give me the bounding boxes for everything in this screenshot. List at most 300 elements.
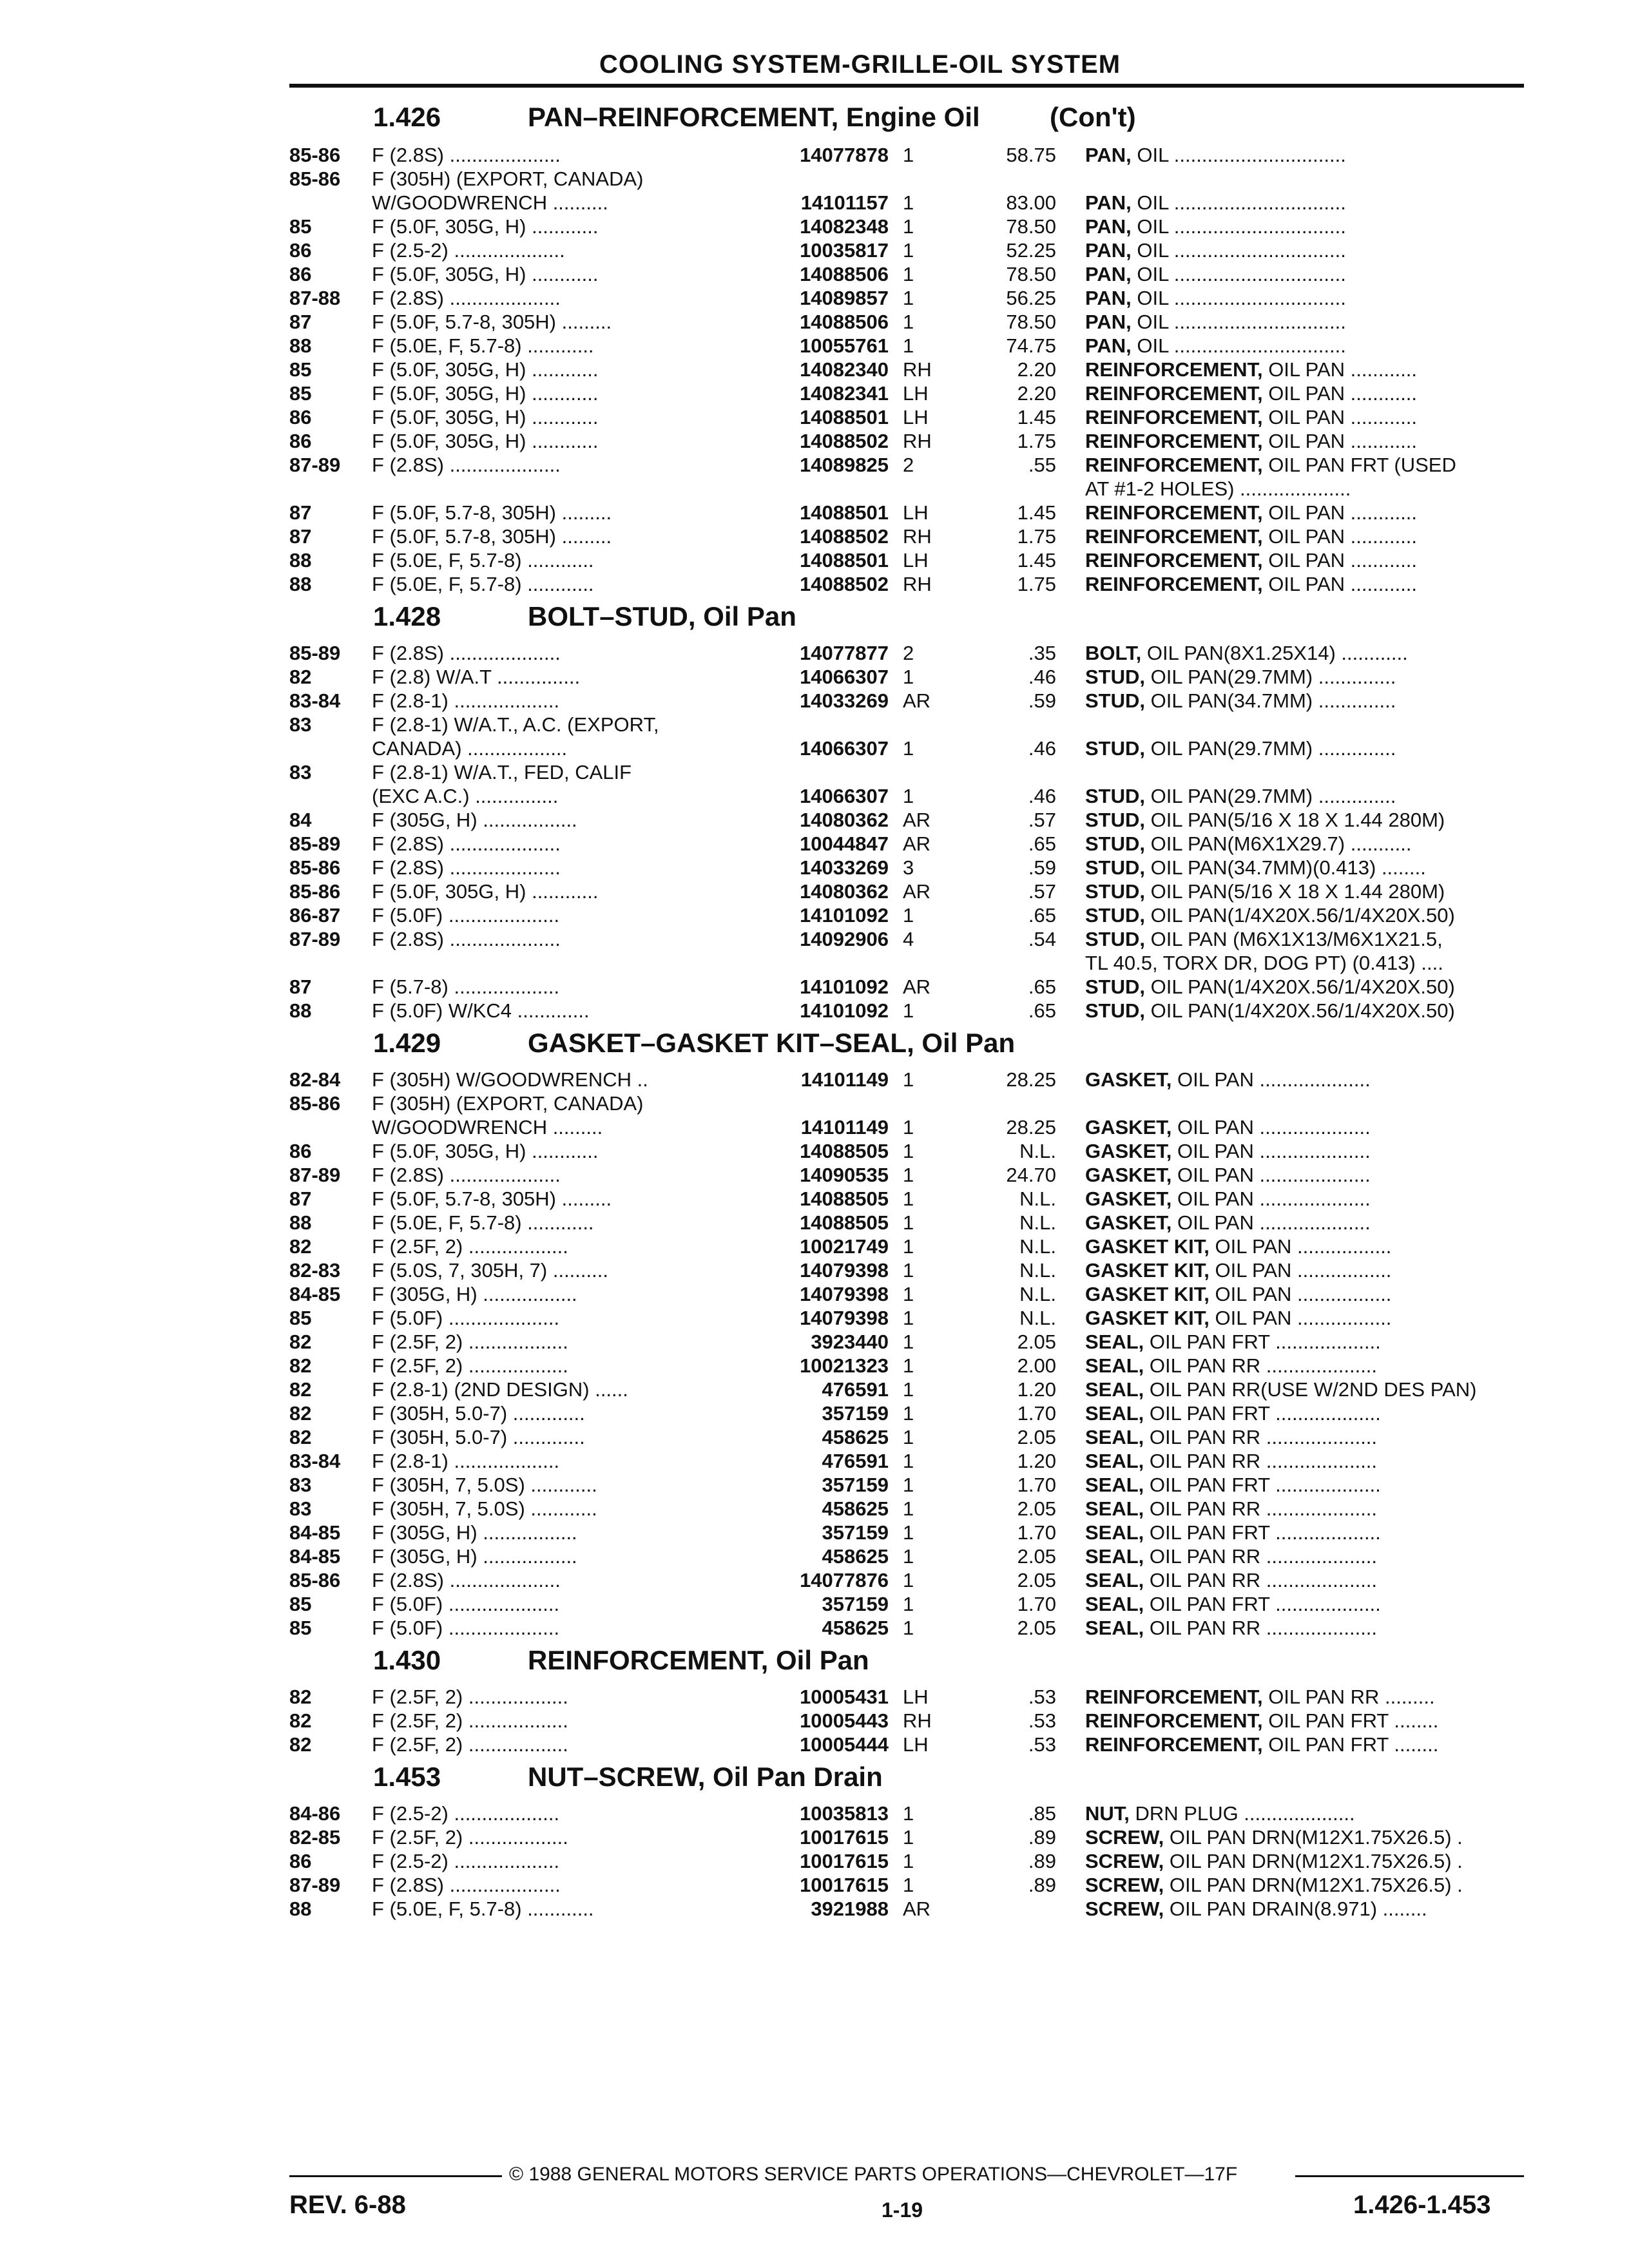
parts-row bbox=[289, 903, 1524, 927]
model-year: 83 bbox=[289, 1497, 312, 1520]
quantity: 1 bbox=[903, 1283, 914, 1305]
parts-row bbox=[289, 1709, 1524, 1733]
section-number: 1.428 bbox=[373, 601, 441, 631]
price: 2.05 bbox=[1017, 1426, 1056, 1448]
description-noun: NUT, bbox=[1085, 1802, 1130, 1825]
description-detail: OIL PAN FRT ................... bbox=[1144, 1593, 1381, 1615]
section-number: 1.426 bbox=[373, 102, 441, 132]
parts-row bbox=[289, 1115, 1524, 1139]
description bbox=[1085, 1802, 1523, 1825]
description-detail: OIL PAN DRN(M12X1.75X26.5) . bbox=[1164, 1826, 1463, 1849]
description bbox=[1085, 477, 1523, 501]
application: F (5.0F, 305G, H) ............ bbox=[372, 263, 599, 285]
application: F (2.8-1) W/A.T., A.C. (EXPORT, bbox=[372, 713, 659, 736]
description-detail: OIL ............................... bbox=[1131, 144, 1346, 166]
description bbox=[1085, 1187, 1523, 1211]
description-noun: PAN, bbox=[1085, 263, 1132, 285]
application: F (305H) (EXPORT, CANADA) bbox=[372, 168, 644, 190]
description bbox=[1085, 784, 1523, 808]
parts-row bbox=[289, 736, 1524, 760]
description-detail: OIL PAN(5/16 X 18 X 1.44 280M) bbox=[1145, 809, 1445, 831]
description bbox=[1085, 358, 1523, 381]
part-number: 10044847 bbox=[800, 832, 889, 855]
part-number: 458625 bbox=[822, 1545, 889, 1568]
quantity: 1 bbox=[903, 999, 914, 1022]
description bbox=[1085, 1616, 1523, 1640]
description bbox=[1085, 572, 1523, 596]
description-detail: OIL PAN ............ bbox=[1262, 382, 1418, 405]
parts-row bbox=[289, 1873, 1524, 1897]
part-number: 10035813 bbox=[800, 1802, 889, 1825]
parts-row bbox=[289, 1497, 1524, 1521]
quantity: 1 bbox=[903, 1545, 914, 1568]
quantity: 1 bbox=[903, 1235, 914, 1258]
parts-row bbox=[289, 975, 1524, 999]
description bbox=[1085, 689, 1523, 713]
model-year: 84-85 bbox=[289, 1545, 341, 1568]
quantity: 2 bbox=[903, 454, 914, 476]
model-year: 82 bbox=[289, 1331, 312, 1353]
part-number: 10017615 bbox=[800, 1826, 889, 1849]
part-number: 14101157 bbox=[800, 191, 889, 214]
quantity: 3 bbox=[903, 856, 914, 879]
parts-row bbox=[289, 1282, 1524, 1306]
quantity: 1 bbox=[903, 1259, 914, 1282]
parts-row bbox=[289, 1163, 1524, 1187]
quantity: 1 bbox=[903, 1593, 914, 1615]
part-number: 14089825 bbox=[800, 454, 889, 476]
description-detail: OIL PAN ................. bbox=[1209, 1307, 1392, 1329]
description-detail: OIL PAN(8X1.25X14) ............ bbox=[1141, 642, 1408, 664]
description-noun: STUD, bbox=[1085, 809, 1145, 831]
model-year: 85 bbox=[289, 358, 312, 381]
description-noun: GASKET KIT, bbox=[1085, 1235, 1210, 1258]
model-year: 82-85 bbox=[289, 1826, 341, 1849]
application: F (305H) (EXPORT, CANADA) bbox=[372, 1092, 644, 1115]
part-number: 10021749 bbox=[800, 1235, 889, 1258]
parts-row bbox=[289, 572, 1524, 596]
price: .54 bbox=[1028, 928, 1056, 950]
quantity: 1 bbox=[903, 666, 914, 688]
application: F (5.0E, F, 5.7-8) ............ bbox=[372, 573, 594, 595]
part-number: 14088501 bbox=[800, 549, 889, 572]
application: CANADA) .................. bbox=[372, 737, 568, 760]
price: .89 bbox=[1028, 1826, 1056, 1849]
description-detail: OIL PAN FRT ................... bbox=[1144, 1521, 1381, 1544]
part-number: 14088506 bbox=[800, 311, 889, 333]
description-detail: OIL PAN(29.7MM) .............. bbox=[1145, 737, 1396, 760]
part-number: 10021323 bbox=[800, 1354, 889, 1377]
description bbox=[1085, 1709, 1523, 1733]
application: F (2.5-2) ................... bbox=[372, 1802, 560, 1825]
price: 1.75 bbox=[1017, 573, 1056, 595]
description bbox=[1085, 548, 1523, 572]
parts-row bbox=[289, 1068, 1524, 1091]
description-noun: PAN, bbox=[1085, 191, 1132, 214]
price: 2.05 bbox=[1017, 1331, 1056, 1353]
parts-row bbox=[289, 879, 1524, 903]
parts-row bbox=[289, 1473, 1524, 1497]
price: .55 bbox=[1028, 454, 1056, 476]
price: .46 bbox=[1028, 785, 1056, 807]
parts-row bbox=[289, 1425, 1524, 1449]
model-year: 85-86 bbox=[289, 1569, 341, 1591]
model-year: 87-89 bbox=[289, 928, 341, 950]
parts-row bbox=[289, 784, 1524, 808]
description-detail: OIL PAN ............ bbox=[1262, 525, 1418, 548]
quantity: 1 bbox=[903, 1569, 914, 1591]
description-noun: SEAL, bbox=[1085, 1331, 1144, 1353]
price: 1.45 bbox=[1017, 501, 1056, 524]
model-year: 85-86 bbox=[289, 856, 341, 879]
part-number: 10005444 bbox=[800, 1733, 889, 1756]
quantity: 1 bbox=[903, 1617, 914, 1639]
part-number: 476591 bbox=[822, 1450, 889, 1472]
parts-row bbox=[289, 238, 1524, 262]
quantity: 1 bbox=[903, 1378, 914, 1401]
description-noun: SCREW, bbox=[1085, 1850, 1164, 1872]
quantity: LH bbox=[903, 549, 929, 572]
quantity: 1 bbox=[903, 287, 914, 309]
model-year: 82 bbox=[289, 1354, 312, 1377]
description bbox=[1085, 238, 1523, 262]
description bbox=[1085, 1497, 1523, 1521]
application: F (2.8S) .................... bbox=[372, 1874, 561, 1896]
parts-row bbox=[289, 215, 1524, 238]
description-noun: GASKET, bbox=[1085, 1068, 1172, 1091]
section-number: 1.430 bbox=[373, 1645, 441, 1675]
application: F (2.5F, 2) .................. bbox=[372, 1733, 568, 1756]
description-detail: OIL PAN(29.7MM) .............. bbox=[1145, 785, 1396, 807]
part-number: 14077876 bbox=[800, 1569, 889, 1591]
part-number: 14079398 bbox=[800, 1259, 889, 1282]
parts-row bbox=[289, 1330, 1524, 1354]
section-header bbox=[289, 1023, 1524, 1068]
section-name: REINFORCEMENT, Oil Pan bbox=[528, 1645, 869, 1675]
application: F (5.0F, 305G, H) ............ bbox=[372, 215, 599, 238]
parts-row bbox=[289, 1306, 1524, 1330]
description-noun: SEAL, bbox=[1085, 1378, 1144, 1401]
description-noun: GASKET, bbox=[1085, 1211, 1172, 1234]
section-header bbox=[289, 97, 1524, 143]
quantity: 4 bbox=[903, 928, 914, 950]
application: F (305H, 5.0-7) ............. bbox=[372, 1402, 585, 1425]
quantity: 1 bbox=[903, 1521, 914, 1544]
application: F (5.0E, F, 5.7-8) ............ bbox=[372, 549, 594, 572]
application: F (5.0F, 305G, H) ............ bbox=[372, 430, 599, 452]
price: 78.50 bbox=[1006, 215, 1056, 238]
description bbox=[1085, 1592, 1523, 1616]
description-detail: OIL ............................... bbox=[1131, 239, 1346, 262]
part-number: 3921988 bbox=[811, 1898, 889, 1920]
part-number: 458625 bbox=[822, 1497, 889, 1520]
quantity: 1 bbox=[903, 334, 914, 357]
part-number: 357159 bbox=[822, 1402, 889, 1425]
section-name: GASKET–GASKET KIT–SEAL, Oil Pan bbox=[528, 1028, 1016, 1058]
price: N.L. bbox=[1019, 1211, 1056, 1234]
price: .65 bbox=[1028, 904, 1056, 927]
application: F (305H, 7, 5.0S) ............ bbox=[372, 1474, 597, 1496]
description-detail: OIL PAN ............ bbox=[1262, 430, 1418, 452]
description-noun: PAN, bbox=[1085, 239, 1132, 262]
description-noun: SEAL, bbox=[1085, 1402, 1144, 1425]
model-year: 85 bbox=[289, 1617, 312, 1639]
price: 2.05 bbox=[1017, 1545, 1056, 1568]
application: F (5.0F, 5.7-8, 305H) ......... bbox=[372, 501, 612, 524]
description bbox=[1085, 334, 1523, 358]
model-year: 84 bbox=[289, 809, 312, 831]
description-detail: TL 40.5, TORX DR, DOG PT) (0.413) .... bbox=[1085, 952, 1443, 974]
quantity: 1 bbox=[903, 1874, 914, 1896]
quantity: 1 bbox=[903, 1850, 914, 1872]
quantity: 1 bbox=[903, 1331, 914, 1353]
description-noun: REINFORCEMENT, bbox=[1085, 549, 1263, 572]
description bbox=[1085, 1521, 1523, 1544]
part-number: 14101092 bbox=[800, 999, 889, 1022]
quantity: 1 bbox=[903, 1164, 914, 1186]
description bbox=[1085, 405, 1523, 429]
model-year: 82-84 bbox=[289, 1068, 341, 1091]
parts-row bbox=[289, 1235, 1524, 1258]
model-year: 87-89 bbox=[289, 1874, 341, 1896]
part-number: 14066307 bbox=[800, 737, 889, 760]
quantity: RH bbox=[903, 573, 932, 595]
quantity: 1 bbox=[903, 785, 914, 807]
part-number: 14066307 bbox=[800, 666, 889, 688]
parts-row bbox=[289, 501, 1524, 524]
description bbox=[1085, 429, 1523, 453]
description bbox=[1085, 1685, 1523, 1709]
description-noun: REINFORCEMENT, bbox=[1085, 573, 1263, 595]
description-noun: PAN, bbox=[1085, 311, 1132, 333]
quantity: 1 bbox=[903, 1211, 914, 1234]
description bbox=[1085, 191, 1523, 215]
parts-row bbox=[289, 286, 1524, 310]
description bbox=[1085, 1401, 1523, 1425]
part-number: 14082340 bbox=[800, 358, 889, 381]
parts-row bbox=[289, 1616, 1524, 1640]
quantity: 1 bbox=[903, 1307, 914, 1329]
description bbox=[1085, 641, 1523, 665]
model-year: 85 bbox=[289, 382, 312, 405]
description-noun: SEAL, bbox=[1085, 1593, 1144, 1615]
section-number: 1.453 bbox=[373, 1762, 441, 1792]
parts-row bbox=[289, 1258, 1524, 1282]
description-detail: OIL PAN(34.7MM)(0.413) ........ bbox=[1145, 856, 1426, 879]
description bbox=[1085, 1425, 1523, 1449]
parts-row bbox=[289, 927, 1524, 951]
description-detail: AT #1-2 HOLES) .................... bbox=[1085, 477, 1351, 500]
description bbox=[1085, 665, 1523, 689]
price: .53 bbox=[1028, 1709, 1056, 1732]
section-name: NUT–SCREW, Oil Pan Drain bbox=[528, 1762, 883, 1792]
description-detail: OIL PAN ............ bbox=[1262, 358, 1418, 381]
description-noun: REINFORCEMENT, bbox=[1085, 1686, 1263, 1708]
description-detail: OIL PAN RR .................... bbox=[1144, 1617, 1378, 1639]
model-year: 85-89 bbox=[289, 832, 341, 855]
application: F (2.5F, 2) .................. bbox=[372, 1235, 568, 1258]
parts-row bbox=[289, 524, 1524, 548]
description-detail: OIL PAN ............ bbox=[1262, 501, 1418, 524]
price: 1.70 bbox=[1017, 1474, 1056, 1496]
model-year: 88 bbox=[289, 999, 312, 1022]
application: F (2.8-1) ................... bbox=[372, 689, 560, 712]
parts-row bbox=[289, 381, 1524, 405]
model-year: 86 bbox=[289, 239, 312, 262]
description-detail: OIL PAN ............ bbox=[1262, 406, 1418, 428]
quantity: AR bbox=[903, 809, 931, 831]
quantity: 1 bbox=[903, 1116, 914, 1139]
price: 28.25 bbox=[1006, 1068, 1056, 1091]
quantity: AR bbox=[903, 832, 931, 855]
model-year: 85-86 bbox=[289, 880, 341, 903]
price: .53 bbox=[1028, 1733, 1056, 1756]
parts-listing bbox=[289, 97, 1524, 1921]
price: .89 bbox=[1028, 1874, 1056, 1896]
quantity: 1 bbox=[903, 239, 914, 262]
description bbox=[1085, 903, 1523, 927]
parts-row bbox=[289, 689, 1524, 713]
part-number: 357159 bbox=[822, 1474, 889, 1496]
application: F (305G, H) ................. bbox=[372, 1283, 577, 1305]
description bbox=[1085, 951, 1523, 975]
top-rule bbox=[289, 84, 1524, 88]
application: F (5.7-8) ................... bbox=[372, 975, 560, 998]
description-noun: REINFORCEMENT, bbox=[1085, 501, 1263, 524]
part-number: 3923440 bbox=[811, 1331, 889, 1353]
description bbox=[1085, 381, 1523, 405]
application: F (5.0F) W/KC4 ............. bbox=[372, 999, 590, 1022]
quantity: 1 bbox=[903, 1354, 914, 1377]
price: .65 bbox=[1028, 975, 1056, 998]
part-number: 14088505 bbox=[800, 1187, 889, 1210]
description bbox=[1085, 1568, 1523, 1592]
price: 1.75 bbox=[1017, 430, 1056, 452]
description-detail: OIL PAN ............ bbox=[1262, 573, 1418, 595]
price: 1.70 bbox=[1017, 1521, 1056, 1544]
application: F (5.0F) .................... bbox=[372, 1617, 560, 1639]
model-year: 86 bbox=[289, 1140, 312, 1162]
description bbox=[1085, 999, 1523, 1023]
parts-row bbox=[289, 1544, 1524, 1568]
quantity: RH bbox=[903, 525, 932, 548]
parts-row bbox=[289, 358, 1524, 381]
description bbox=[1085, 286, 1523, 310]
part-number: 458625 bbox=[822, 1426, 889, 1448]
parts-row bbox=[289, 334, 1524, 358]
description bbox=[1085, 1544, 1523, 1568]
section-header bbox=[289, 1756, 1524, 1802]
application: F (2.8S) .................... bbox=[372, 856, 561, 879]
model-year: 86-87 bbox=[289, 904, 341, 927]
part-number: 357159 bbox=[822, 1593, 889, 1615]
application: F (2.5-2) .................... bbox=[372, 239, 565, 262]
description-detail: DRN PLUG .................... bbox=[1129, 1802, 1355, 1825]
section-name: BOLT–STUD, Oil Pan bbox=[528, 601, 796, 631]
model-year: 85-86 bbox=[289, 1092, 341, 1115]
application: F (5.0E, F, 5.7-8) ............ bbox=[372, 1211, 594, 1234]
description-detail: OIL PAN .................... bbox=[1171, 1068, 1371, 1091]
model-year: 86 bbox=[289, 263, 312, 285]
description bbox=[1085, 856, 1523, 879]
price: N.L. bbox=[1019, 1140, 1056, 1162]
description-detail: OIL PAN FRT (USED bbox=[1262, 454, 1456, 476]
page-number: 1-19 bbox=[882, 2198, 923, 2222]
description-noun: SEAL, bbox=[1085, 1450, 1144, 1472]
quantity: LH bbox=[903, 406, 929, 428]
description-noun: STUD, bbox=[1085, 880, 1145, 903]
description-noun: REINFORCEMENT, bbox=[1085, 430, 1263, 452]
quantity: 1 bbox=[903, 1140, 914, 1162]
quantity: 1 bbox=[903, 144, 914, 166]
description-noun: REINFORCEMENT, bbox=[1085, 525, 1263, 548]
quantity: 1 bbox=[903, 1426, 914, 1448]
part-number: 14101092 bbox=[800, 904, 889, 927]
model-year: 83-84 bbox=[289, 1450, 341, 1472]
model-year: 83-84 bbox=[289, 689, 341, 712]
description-detail: OIL PAN RR .................... bbox=[1144, 1426, 1378, 1448]
price: N.L. bbox=[1019, 1283, 1056, 1305]
section-name: PAN–REINFORCEMENT, Engine Oil bbox=[528, 102, 980, 132]
description-detail: OIL PAN RR .................... bbox=[1144, 1545, 1378, 1568]
application: F (5.0F, 5.7-8, 305H) ......... bbox=[372, 525, 612, 548]
price: 2.05 bbox=[1017, 1569, 1056, 1591]
application: F (2.5F, 2) .................. bbox=[372, 1331, 568, 1353]
price: 2.20 bbox=[1017, 382, 1056, 405]
description-detail: OIL PAN ................. bbox=[1209, 1259, 1392, 1282]
parts-row bbox=[289, 641, 1524, 665]
quantity: 1 bbox=[903, 311, 914, 333]
description-detail: OIL PAN ............ bbox=[1262, 549, 1418, 572]
description bbox=[1085, 1211, 1523, 1235]
description bbox=[1085, 262, 1523, 286]
application: F (5.0F, 5.7-8, 305H) ......... bbox=[372, 311, 612, 333]
description-noun: STUD, bbox=[1085, 904, 1145, 927]
parts-row bbox=[289, 951, 1524, 975]
description-detail: OIL PAN .................... bbox=[1171, 1140, 1371, 1162]
application: F (2.8-1) (2ND DESIGN) ...... bbox=[372, 1378, 628, 1401]
model-year: 88 bbox=[289, 334, 312, 357]
application: F (5.0F) .................... bbox=[372, 1593, 560, 1615]
description bbox=[1085, 879, 1523, 903]
description-noun: STUD, bbox=[1085, 975, 1145, 998]
application: F (2.5F, 2) .................. bbox=[372, 1354, 568, 1377]
application: F (2.8S) .................... bbox=[372, 454, 561, 476]
part-number: 14088501 bbox=[800, 406, 889, 428]
description bbox=[1085, 1282, 1523, 1306]
application: F (2.8S) .................... bbox=[372, 287, 561, 309]
price: 24.70 bbox=[1006, 1164, 1056, 1186]
description bbox=[1085, 501, 1523, 524]
parts-row bbox=[289, 191, 1524, 215]
description-noun: SEAL, bbox=[1085, 1617, 1144, 1639]
description-detail: OIL ............................... bbox=[1131, 287, 1346, 309]
model-year: 82 bbox=[289, 666, 312, 688]
description-noun: SEAL, bbox=[1085, 1426, 1144, 1448]
parts-row bbox=[289, 760, 1524, 784]
quantity: RH bbox=[903, 1709, 932, 1732]
part-number: 14088502 bbox=[800, 430, 889, 452]
price: 28.25 bbox=[1006, 1116, 1056, 1139]
parts-row bbox=[289, 1091, 1524, 1115]
description bbox=[1085, 453, 1523, 477]
description bbox=[1085, 310, 1523, 334]
description-noun: PAN, bbox=[1085, 287, 1132, 309]
quantity: AR bbox=[903, 1898, 931, 1920]
model-year: 82 bbox=[289, 1426, 312, 1448]
description-detail: OIL PAN RR .................... bbox=[1144, 1450, 1378, 1472]
description-noun: BOLT, bbox=[1085, 642, 1142, 664]
